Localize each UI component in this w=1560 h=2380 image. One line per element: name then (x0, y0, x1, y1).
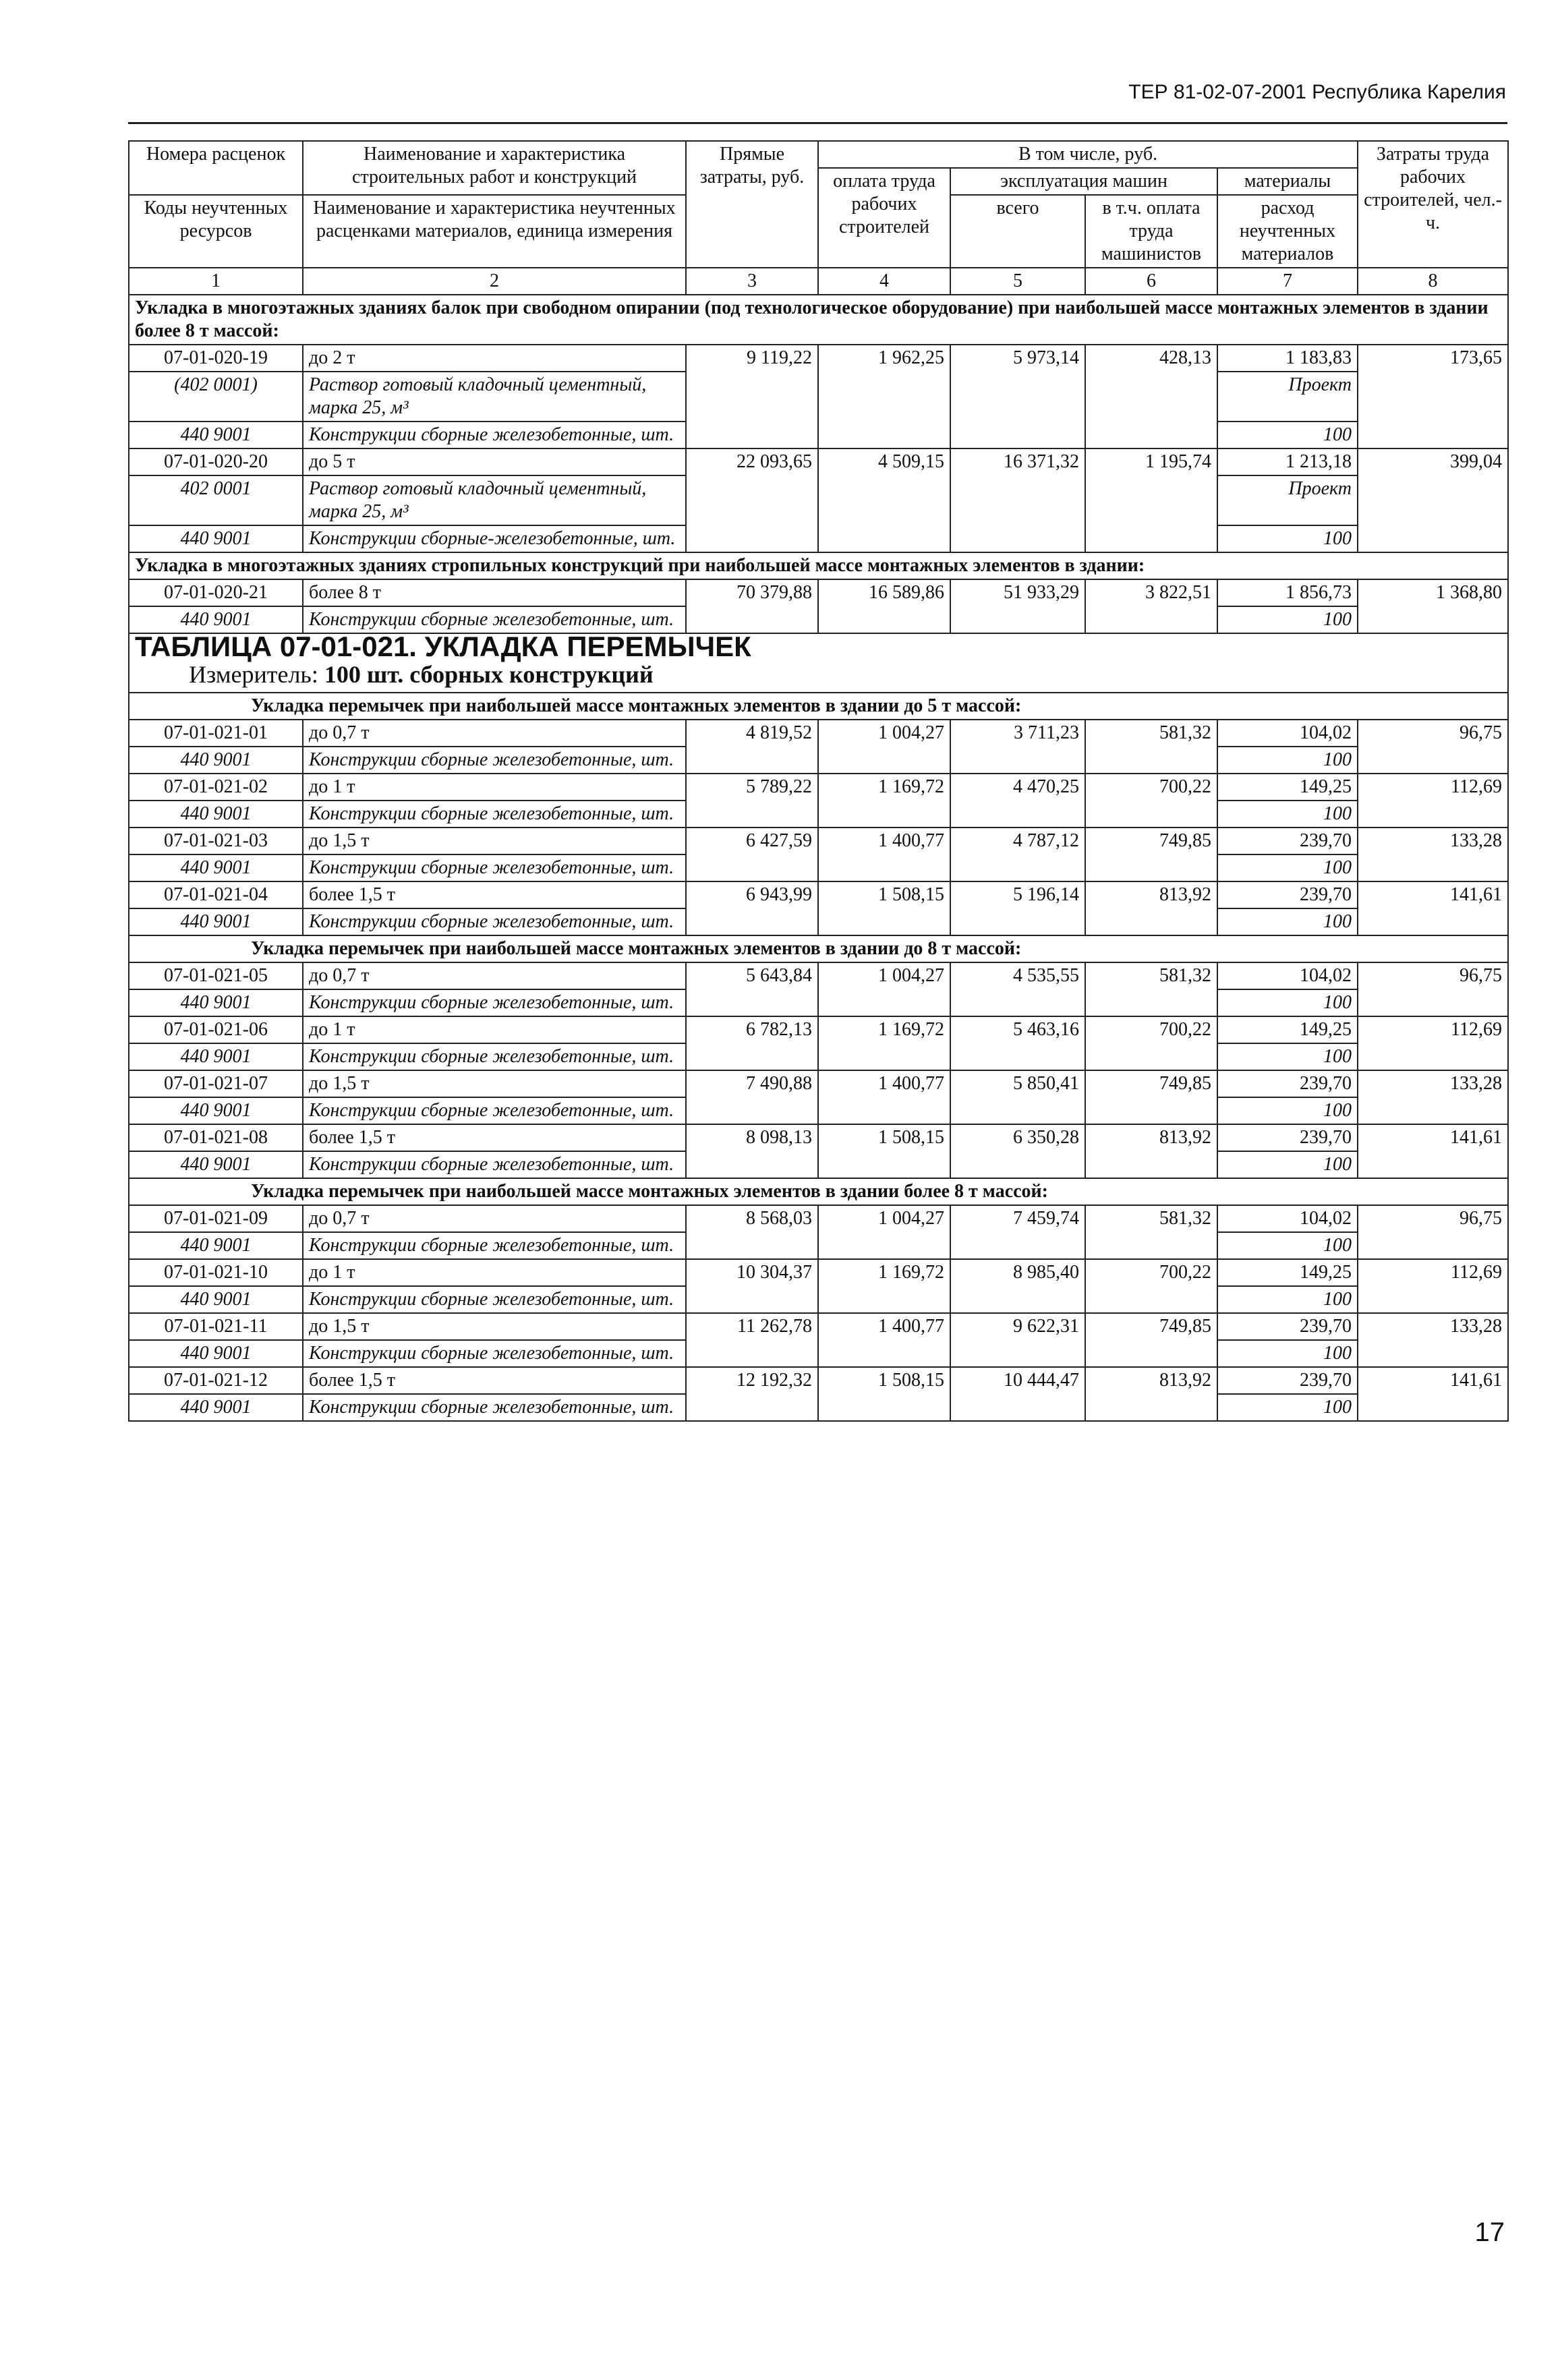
section-heading-row (129, 295, 1508, 345)
machinist-labor-cost: 813,92 (1085, 881, 1217, 935)
machines-cost: 5 463,16 (950, 1016, 1085, 1070)
col-num: 5 (950, 268, 1085, 295)
resource-quantity: 100 (1217, 606, 1358, 633)
section-heading-row (129, 693, 1508, 720)
machines-cost: 5 850,41 (950, 1070, 1085, 1124)
resource-name: Конструкции сборные железобетонные, шт. (303, 1097, 686, 1124)
resource-code: 440 9001 (129, 801, 303, 828)
resource-name: Раствор готовый кладочный цементный, марка 25, м³ (303, 372, 686, 422)
labor-hours: 141,61 (1358, 1367, 1508, 1421)
rate-name: до 2 т (303, 345, 686, 372)
direct-cost: 11 262,78 (686, 1313, 818, 1367)
resource-name: Конструкции сборные-железобетонные, шт. (303, 525, 686, 552)
machinist-labor-cost: 581,32 (1085, 962, 1217, 1016)
labor-cost: 1 508,15 (818, 1124, 950, 1178)
materials-cost: 239,70 (1217, 1070, 1358, 1097)
resource-quantity: 100 (1217, 801, 1358, 828)
rates-table (128, 140, 1509, 1422)
materials-cost: 104,02 (1217, 720, 1358, 747)
labor-hours: 141,61 (1358, 881, 1508, 935)
rate-row (129, 1367, 1508, 1394)
labor-cost: 4 509,15 (818, 448, 950, 552)
rate-name: до 1 т (303, 1259, 686, 1286)
resource-quantity: 100 (1217, 1043, 1358, 1070)
labor-hours: 173,65 (1358, 345, 1508, 448)
rate-row (129, 1070, 1508, 1097)
labor-hours: 96,75 (1358, 720, 1508, 774)
machines-cost: 7 459,74 (950, 1205, 1085, 1259)
resource-code: 440 9001 (129, 1286, 303, 1313)
col-header-machines: эксплуатация машин (950, 168, 1217, 195)
resource-quantity: Проект (1217, 475, 1358, 525)
rate-code: 07-01-021-04 (129, 881, 303, 908)
materials-cost: 239,70 (1217, 881, 1358, 908)
table-title-row (129, 633, 1508, 693)
resource-quantity: 100 (1217, 525, 1358, 552)
machines-cost: 4 535,55 (950, 962, 1085, 1016)
rate-code: 07-01-021-02 (129, 774, 303, 801)
resource-name: Конструкции сборные железобетонные, шт. (303, 1151, 686, 1178)
resource-name: Конструкции сборные железобетонные, шт. (303, 422, 686, 448)
col-header-labor: оплата труда рабочих строителей (818, 168, 950, 268)
rate-code: 07-01-021-05 (129, 962, 303, 989)
rate-code: 07-01-021-06 (129, 1016, 303, 1043)
resource-code: 440 9001 (129, 1232, 303, 1259)
rate-row (129, 579, 1508, 606)
machinist-labor-cost: 1 195,74 (1085, 448, 1217, 552)
direct-cost: 70 379,88 (686, 579, 818, 633)
rates-table-body (129, 141, 1508, 1421)
resource-name: Конструкции сборные железобетонные, шт. (303, 989, 686, 1016)
machinist-labor-cost: 749,85 (1085, 1070, 1217, 1124)
rate-row (129, 1124, 1508, 1151)
labor-cost: 1 508,15 (818, 881, 950, 935)
machines-cost: 8 985,40 (950, 1259, 1085, 1313)
labor-hours: 141,61 (1358, 1124, 1508, 1178)
rate-name: до 1,5 т (303, 1313, 686, 1340)
section-heading-row (129, 1178, 1508, 1205)
labor-cost: 1 400,77 (818, 828, 950, 881)
labor-hours: 133,28 (1358, 828, 1508, 881)
labor-cost: 1 169,72 (818, 774, 950, 828)
table-unit (135, 658, 1502, 691)
machines-cost: 5 973,14 (950, 345, 1085, 448)
section-heading: Укладка в многоэтажных зданиях стропильных конструкций при наибольшей массе монтажных элементов в здании: (129, 552, 1508, 579)
rate-row (129, 1016, 1508, 1043)
resource-name: Конструкции сборные железобетонные, шт. (303, 1340, 686, 1367)
labor-cost: 1 169,72 (818, 1016, 950, 1070)
rate-row (129, 962, 1508, 989)
labor-hours: 133,28 (1358, 1070, 1508, 1124)
labor-hours: 96,75 (1358, 1205, 1508, 1259)
labor-hours: 112,69 (1358, 774, 1508, 828)
rate-row (129, 774, 1508, 801)
col-header-materials: материалы (1217, 168, 1358, 195)
resource-quantity: 100 (1217, 1286, 1358, 1313)
labor-cost: 16 589,86 (818, 579, 950, 633)
resource-quantity: 100 (1217, 908, 1358, 935)
resource-quantity: Проект (1217, 372, 1358, 422)
resource-name: Конструкции сборные железобетонные, шт. (303, 1232, 686, 1259)
materials-cost: 1 213,18 (1217, 448, 1358, 475)
labor-cost: 1 169,72 (818, 1259, 950, 1313)
rate-code: 07-01-021-09 (129, 1205, 303, 1232)
section-heading-row (129, 552, 1508, 579)
resource-quantity: 100 (1217, 989, 1358, 1016)
rate-code: 07-01-021-07 (129, 1070, 303, 1097)
rate-code: 07-01-021-12 (129, 1367, 303, 1394)
labor-hours: 133,28 (1358, 1313, 1508, 1367)
machinist-labor-cost: 581,32 (1085, 1205, 1217, 1259)
col-header-material-usage: расход неучтенных материалов (1217, 195, 1358, 268)
col-num: 6 (1085, 268, 1217, 295)
direct-cost: 9 119,22 (686, 345, 818, 448)
rate-name: более 1,5 т (303, 1367, 686, 1394)
machines-cost: 51 933,29 (950, 579, 1085, 633)
section-heading: Укладка перемычек при наибольшей массе монтажных элементов в здании более 8 т массой: (129, 1178, 1508, 1205)
rate-name: до 1,5 т (303, 828, 686, 854)
col-header-resource-codes: Коды неучтенных ресурсов (129, 195, 303, 268)
rate-code: 07-01-020-20 (129, 448, 303, 475)
rate-name: до 1 т (303, 1016, 686, 1043)
resource-code: 440 9001 (129, 747, 303, 774)
section-heading-row (129, 935, 1508, 962)
direct-cost: 12 192,32 (686, 1367, 818, 1421)
resource-quantity: 100 (1217, 1340, 1358, 1367)
labor-cost: 1 962,25 (818, 345, 950, 448)
rate-row (129, 828, 1508, 854)
direct-cost: 5 789,22 (686, 774, 818, 828)
rate-name: более 8 т (303, 579, 686, 606)
col-num: 8 (1358, 268, 1508, 295)
labor-hours: 1 368,80 (1358, 579, 1508, 633)
resource-name: Раствор готовый кладочный цементный, марка 25, м³ (303, 475, 686, 525)
col-header-machines-total: всего (950, 195, 1085, 268)
labor-hours: 112,69 (1358, 1259, 1508, 1313)
machines-cost: 6 350,28 (950, 1124, 1085, 1178)
rate-row (129, 720, 1508, 747)
resource-quantity: 100 (1217, 1394, 1358, 1421)
section-heading: Укладка перемычек при наибольшей массе монтажных элементов в здании до 5 т массой: (129, 693, 1508, 720)
resource-name: Конструкции сборные железобетонные, шт. (303, 1394, 686, 1421)
col-header-incl: В том числе, руб. (818, 141, 1358, 168)
machinist-labor-cost: 749,85 (1085, 1313, 1217, 1367)
rate-code: 07-01-021-11 (129, 1313, 303, 1340)
labor-cost: 1 004,27 (818, 962, 950, 1016)
resource-code: 440 9001 (129, 908, 303, 935)
machinist-labor-cost: 700,22 (1085, 774, 1217, 828)
machines-cost: 5 196,14 (950, 881, 1085, 935)
resource-code: 440 9001 (129, 1394, 303, 1421)
resource-code: 440 9001 (129, 1097, 303, 1124)
rate-name: более 1,5 т (303, 881, 686, 908)
machines-cost: 10 444,47 (950, 1367, 1085, 1421)
machinist-labor-cost: 3 822,51 (1085, 579, 1217, 633)
rate-row (129, 1259, 1508, 1286)
resource-quantity: 100 (1217, 422, 1358, 448)
rate-code: 07-01-021-01 (129, 720, 303, 747)
machinist-labor-cost: 428,13 (1085, 345, 1217, 448)
rate-row (129, 345, 1508, 372)
labor-hours: 112,69 (1358, 1016, 1508, 1070)
col-num: 1 (129, 268, 303, 295)
direct-cost: 5 643,84 (686, 962, 818, 1016)
rate-code: 07-01-021-08 (129, 1124, 303, 1151)
rate-name: до 1,5 т (303, 1070, 686, 1097)
resource-name: Конструкции сборные железобетонные, шт. (303, 801, 686, 828)
resource-code: 440 9001 (129, 1043, 303, 1070)
materials-cost: 239,70 (1217, 1313, 1358, 1340)
rate-name: до 0,7 т (303, 1205, 686, 1232)
machinist-labor-cost: 813,92 (1085, 1367, 1217, 1421)
col-num: 7 (1217, 268, 1358, 295)
rate-code: 07-01-020-21 (129, 579, 303, 606)
resource-code: 440 9001 (129, 525, 303, 552)
direct-cost: 6 943,99 (686, 881, 818, 935)
col-header-hours: Затраты труда рабочих строителей, чел.-ч. (1358, 141, 1508, 268)
labor-hours: 96,75 (1358, 962, 1508, 1016)
resource-quantity: 100 (1217, 1097, 1358, 1124)
machines-cost: 4 470,25 (950, 774, 1085, 828)
rate-code: 07-01-021-10 (129, 1259, 303, 1286)
direct-cost: 4 819,52 (686, 720, 818, 774)
header-row-1 (129, 141, 1508, 168)
machinist-labor-cost: 700,22 (1085, 1016, 1217, 1070)
rate-code: 07-01-020-19 (129, 345, 303, 372)
labor-cost: 1 004,27 (818, 720, 950, 774)
section-heading: Укладка в многоэтажных зданиях балок при свободном опирании (под технологическое оборудование) при наибольшей массе монтажных элементов в здании более 8 т массой: (129, 295, 1508, 345)
materials-cost: 149,25 (1217, 1016, 1358, 1043)
resource-code: 440 9001 (129, 854, 303, 881)
resource-quantity: 100 (1217, 1151, 1358, 1178)
rate-row (129, 881, 1508, 908)
col-header-numbers: Номера расценок (129, 141, 303, 195)
direct-cost: 6 782,13 (686, 1016, 818, 1070)
resource-code: 440 9001 (129, 1151, 303, 1178)
rate-row (129, 1205, 1508, 1232)
materials-cost: 239,70 (1217, 1124, 1358, 1151)
resource-name: Конструкции сборные железобетонные, шт. (303, 1286, 686, 1313)
col-header-name: Наименование и характеристика строительных работ и конструкций (303, 141, 686, 195)
header-rule (128, 122, 1507, 124)
direct-cost: 8 098,13 (686, 1124, 818, 1178)
rate-row (129, 1313, 1508, 1340)
materials-cost: 149,25 (1217, 774, 1358, 801)
resource-code: 440 9001 (129, 606, 303, 633)
resource-name: Конструкции сборные железобетонные, шт. (303, 854, 686, 881)
direct-cost: 22 093,65 (686, 448, 818, 552)
rate-name: до 0,7 т (303, 962, 686, 989)
resource-quantity: 100 (1217, 854, 1358, 881)
rate-name: до 1 т (303, 774, 686, 801)
resource-code: (402 0001) (129, 372, 303, 422)
col-header-direct: Прямые затраты, руб. (686, 141, 818, 268)
resource-quantity: 100 (1217, 747, 1358, 774)
unit-value: 100 шт. сборных конструкций (324, 661, 654, 688)
labor-hours: 399,04 (1358, 448, 1508, 552)
machinist-labor-cost: 813,92 (1085, 1124, 1217, 1178)
materials-cost: 149,25 (1217, 1259, 1358, 1286)
rate-code: 07-01-021-03 (129, 828, 303, 854)
materials-cost: 239,70 (1217, 1367, 1358, 1394)
section-heading: Укладка перемычек при наибольшей массе монтажных элементов в здании до 8 т массой: (129, 935, 1508, 962)
col-header-resource-names: Наименование и характеристика неучтенных расценками материалов, единица измерения (303, 195, 686, 268)
rate-name: до 0,7 т (303, 720, 686, 747)
page-number: 17 (1474, 2217, 1505, 2247)
materials-cost: 239,70 (1217, 828, 1358, 854)
resource-quantity: 100 (1217, 1232, 1358, 1259)
col-num: 2 (303, 268, 686, 295)
machines-cost: 16 371,32 (950, 448, 1085, 552)
labor-cost: 1 004,27 (818, 1205, 950, 1259)
materials-cost: 1 183,83 (1217, 345, 1358, 372)
direct-cost: 10 304,37 (686, 1259, 818, 1313)
direct-cost: 7 490,88 (686, 1070, 818, 1124)
col-num: 4 (818, 268, 950, 295)
col-num: 3 (686, 268, 818, 295)
col-header-machinist-labor: в т.ч. оплата труда машинистов (1085, 195, 1217, 268)
machines-cost: 4 787,12 (950, 828, 1085, 881)
resource-code: 402 0001 (129, 475, 303, 525)
machinist-labor-cost: 749,85 (1085, 828, 1217, 881)
materials-cost: 104,02 (1217, 1205, 1358, 1232)
unit-label: Измеритель: (189, 661, 318, 688)
labor-cost: 1 508,15 (818, 1367, 950, 1421)
resource-name: Конструкции сборные железобетонные, шт. (303, 908, 686, 935)
machines-cost: 9 622,31 (950, 1313, 1085, 1367)
column-number-row (129, 268, 1508, 295)
document-code: ТЕР 81-02-07-2001 Республика Карелия (1128, 81, 1506, 103)
resource-name: Конструкции сборные железобетонные, шт. (303, 606, 686, 633)
machinist-labor-cost: 581,32 (1085, 720, 1217, 774)
resource-code: 440 9001 (129, 422, 303, 448)
machines-cost: 3 711,23 (950, 720, 1085, 774)
machinist-labor-cost: 700,22 (1085, 1259, 1217, 1313)
labor-cost: 1 400,77 (818, 1070, 950, 1124)
resource-code: 440 9001 (129, 1340, 303, 1367)
direct-cost: 6 427,59 (686, 828, 818, 881)
rate-row (129, 448, 1508, 475)
table-title-block (129, 633, 1508, 693)
resource-code: 440 9001 (129, 989, 303, 1016)
materials-cost: 1 856,73 (1217, 579, 1358, 606)
table-title: ТАБЛИЦА 07-01-021. УКЛАДКА ПЕРЕМЫЧЕК (135, 631, 751, 662)
rate-name: более 1,5 т (303, 1124, 686, 1151)
rate-name: до 5 т (303, 448, 686, 475)
resource-name: Конструкции сборные железобетонные, шт. (303, 1043, 686, 1070)
labor-cost: 1 400,77 (818, 1313, 950, 1367)
resource-name: Конструкции сборные железобетонные, шт. (303, 747, 686, 774)
direct-cost: 8 568,03 (686, 1205, 818, 1259)
materials-cost: 104,02 (1217, 962, 1358, 989)
